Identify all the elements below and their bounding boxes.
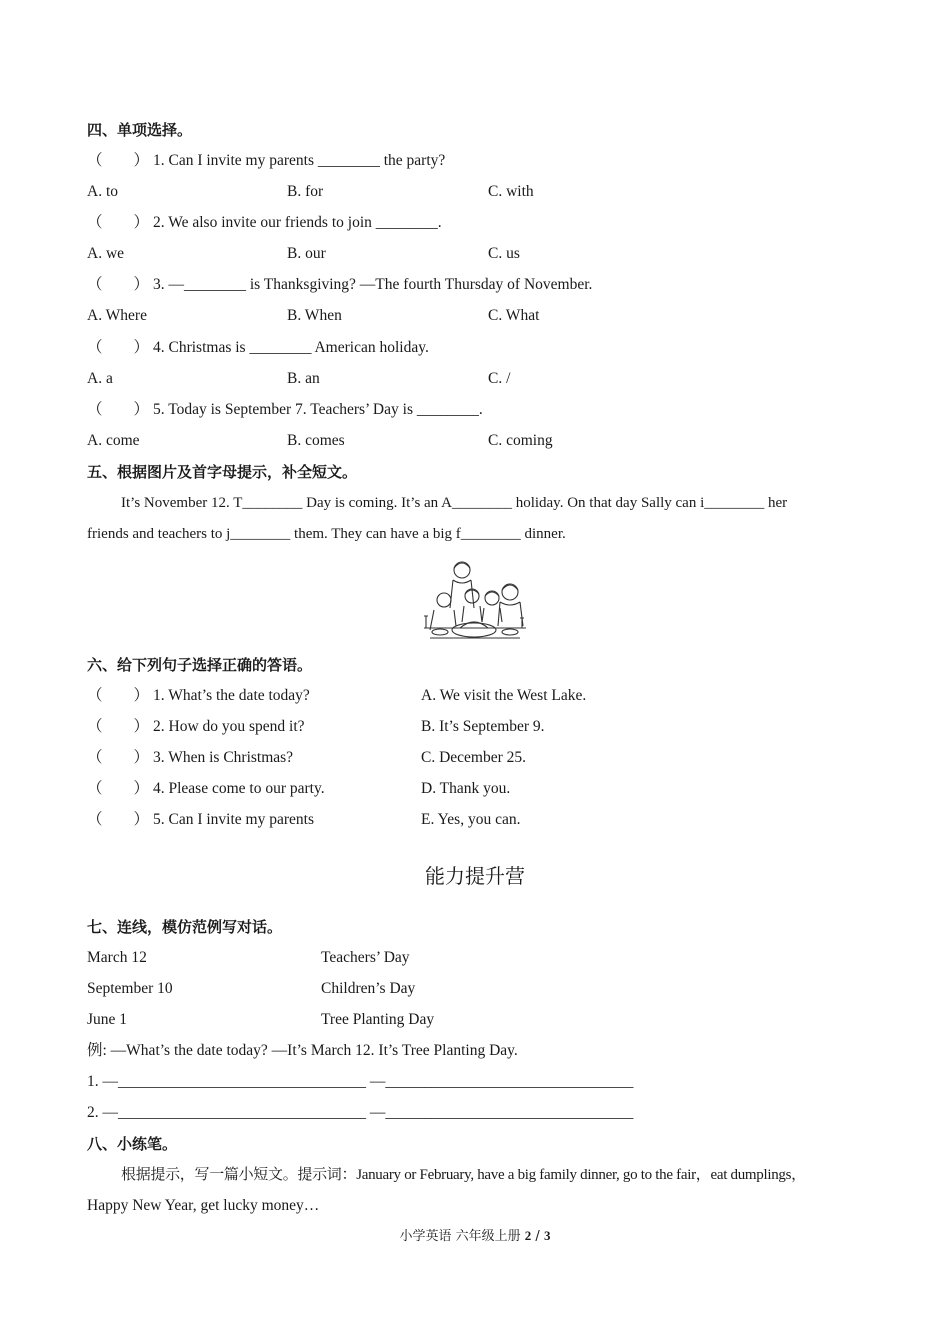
pair-right: Tree Planting Day [321,1011,435,1028]
match-answer: B. It’s September 9. [421,718,545,735]
option-a: A. come [87,432,140,449]
pair-right: Teachers’ Day [321,949,410,966]
match-row [87,809,887,831]
answer-paren: （ ） [87,214,150,231]
answer-paren: （ ） [87,401,150,418]
section6-heading: 六、给下列句子选择正确的答语。 [87,656,313,674]
match-question: 4. Please come to our party. [153,780,325,797]
writing-prompt: 根据提示，写一篇小短文。提示词：January or February, have a big family dinner, go to the fair，eat dumplings， [121,1167,806,1183]
option-c: C. with [488,183,534,200]
options-row [87,430,887,452]
match-answer: E. Yes, you can. [421,811,521,828]
option-b: B. When [287,307,342,324]
question-text: 2. We also invite our friends to join ________. [153,214,442,231]
pair-left: March 12 [87,949,147,966]
option-c: C. What [488,307,540,324]
writing-prompt: Happy New Year, get lucky money… [87,1197,320,1214]
options-row [87,305,887,327]
answer-paren: （ ） [87,687,150,704]
question-text: 1. Can I invite my parents ________ the party? [153,152,446,169]
passage-line: friends and teachers to j________ them. They can have a big f________ dinner. [87,526,566,542]
family-dinner-illustration [420,556,530,648]
option-b: B. an [287,370,320,387]
option-a: A. to [87,183,118,200]
question-row [87,150,445,172]
pair-row [87,947,787,969]
answer-paren: （ ） [87,811,150,828]
answer-paren: （ ） [87,276,150,293]
option-b: B. comes [287,432,345,449]
match-question: 3. When is Christmas? [153,749,294,766]
footer-page-total: 3 [543,1228,551,1243]
footer-page-number: 2 [524,1228,532,1243]
example-line: 例: —What’s the date today? —It’s March 12. It’s Tree Planting Day. [87,1042,518,1059]
match-answer: A. We visit the West Lake. [421,687,587,704]
option-c: C. / [488,370,511,387]
pair-right: Children’s Day [321,980,416,997]
match-question: 5. Can I invite my parents [153,811,314,828]
section4-heading: 四、单项选择。 [87,121,193,139]
option-c: C. coming [488,432,553,449]
answer-paren: （ ） [87,152,150,169]
answer-paren: （ ） [87,718,150,735]
option-b: B. for [287,183,324,200]
answer-paren: （ ） [87,749,150,766]
section-title: 能力提升营 [425,864,525,888]
match-row [87,716,887,738]
pair-left: June 1 [87,1011,128,1028]
match-question: 1. What’s the date today? [153,687,310,704]
option-a: A. we [87,245,125,262]
options-row [87,368,887,390]
question-text: 5. Today is September 7. Teachers’ Day is ________. [153,401,483,418]
options-row [87,181,887,203]
section8-heading: 八、小练笔。 [87,1135,178,1153]
question-row [87,212,442,234]
option-a: A. a [87,370,113,387]
answer-paren: （ ） [87,780,150,797]
options-row [87,243,887,265]
page-footer [0,1226,950,1247]
answer-blank-line: 1. —________________________________ —________________________________ [87,1073,634,1090]
answer-blank-line: 2. —________________________________ —________________________________ [87,1104,634,1121]
question-row [87,399,483,421]
section7-heading: 七、连线，模仿范例写对话。 [87,918,283,936]
match-answer: C. December 25. [421,749,527,766]
option-b: B. our [287,245,326,262]
section5-heading: 五、根据图片及首字母提示，补全短文。 [87,463,358,481]
match-row [87,685,887,707]
question-text: 3. —________ is Thanksgiving? —The fourth Thursday of November. [153,276,593,293]
question-text: 4. Christmas is ________ American holiday. [153,339,429,356]
match-question: 2. How do you spend it? [153,718,305,735]
pair-row [87,1009,787,1031]
footer-separator: / [531,1229,544,1244]
match-row [87,778,887,800]
question-row [87,274,592,296]
option-c: C. us [488,245,520,262]
pair-row [87,978,787,1000]
pair-left: September 10 [87,980,173,997]
footer-subject: 小学英语 六年级上册 [399,1229,525,1244]
question-row [87,337,429,359]
match-row [87,747,887,769]
match-answer: D. Thank you. [421,780,511,797]
passage-line: It’s November 12. T________ Day is coming. It’s an A________ holiday. On that day Sally can i________ her [121,495,788,511]
option-a: A. Where [87,307,147,324]
answer-paren: （ ） [87,339,150,356]
